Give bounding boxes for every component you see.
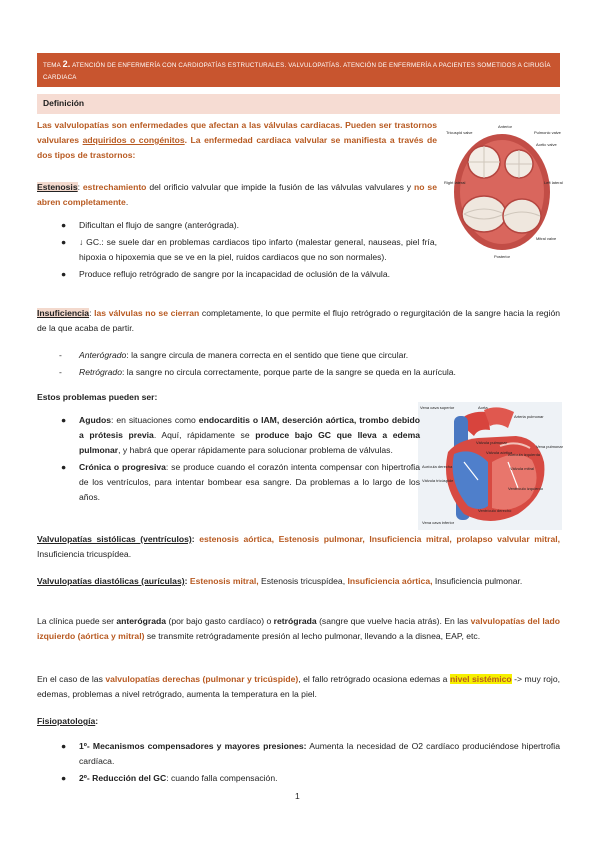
text: Insuficiencia pulmonar. (432, 576, 523, 586)
flow-definitions-list (37, 348, 560, 380)
insuficiencia-paragraph (37, 306, 560, 336)
list-item: ● ↓ GC.: se suele dar en problemas cardiacos tipo infarto (malestar general, nauseas, piel fría, hipoxia o hipoxemia que se ve en la piel, ruidos cardiacos que no son normales). (61, 237, 437, 262)
clinica-keyword: retrógrada (273, 616, 317, 626)
text: del orificio valvular que impide la fusión de las válvulas valvulares y (146, 182, 415, 192)
fig1-label: Posterior (494, 254, 511, 259)
fig2-label: Ventrículo derecho (478, 508, 512, 513)
diastolicas-paragraph (37, 574, 560, 589)
list-item: - Anterógrado: la sangre circula de manera correcta en el sentido que tiene que circular. (59, 350, 409, 360)
list-item: ● Dificultan el flujo de sangre (anterógrada). (61, 220, 240, 230)
text: , el fallo retrógrado ocasiona edemas a (298, 674, 450, 684)
list-item-text: Aumenta la necesidad de O2 cardíaco produciéndose hipertrofia cardíaca. (79, 741, 560, 766)
topic-header (37, 53, 560, 87)
list-item: ● 2º- Reducción del GC: cuando falla compensación. (61, 773, 278, 783)
derechas-highlight: nivel sistémico (449, 674, 512, 684)
fig2-label: Arteria pulmonar (514, 414, 544, 419)
intro-text: Las valvulopatías son enfermedades que afectan a las válvulas cardiacas. Pueden ser trastornos valvulares (37, 120, 437, 145)
page-number: 1 (295, 791, 300, 801)
clinica-paragraph (37, 614, 560, 644)
sistolicas-label: Valvulopatías sistólicas (ventrículos) (37, 534, 192, 544)
insuficiencia-term: Insuficiencia (37, 308, 90, 318)
text: , y habrá que operar rápidamente para solucionar problema de válvulas. (118, 445, 393, 455)
tema-number: 2. (62, 59, 71, 69)
text: En el caso de las (37, 674, 106, 684)
fig1-label: Mitral valve (536, 236, 557, 241)
definicion-label: Definición (43, 98, 85, 108)
section-heading-definicion (37, 94, 560, 114)
text: Estenosis tricuspídea, (258, 576, 348, 586)
diastolicas-label: Valvulopatías diastólicas (aurículas) (37, 576, 185, 586)
list-item: - Retrógrado: la sangre no circula correctamente, porque parte de la sangre se queda en la aurícula. (59, 367, 456, 377)
list-item: ● Agudos: en situaciones como endocarditis o IAM, deserción aórtica, trombo debido a prótesis previa. Aquí, rápidamente se produce bajo GC que lleva a edema pulmonar, y habrá que operar rápidamente para solucionar problema de válvulas. (61, 415, 420, 455)
sistolicas-paragraph (37, 532, 560, 562)
text: : en situaciones como (110, 415, 199, 425)
text: La clínica puede ser (37, 616, 117, 626)
fig1-label: Pulmonic valve (534, 130, 561, 135)
fisio-list (37, 739, 560, 786)
text: completamente, lo que permite el flujo retrógrado o regurgitación de la sangre hacia la región de la que acaba de partir. (37, 308, 560, 333)
fig1-label: Aortic valve (536, 142, 557, 147)
tema-prefix: TEMA (43, 62, 61, 69)
intro-paragraph (37, 118, 437, 163)
agudos-keyword: endocarditis o IAM, deserción aórtica, trombo debido a prótesis previa (79, 415, 420, 440)
fig2-label: Válvula aórtica (486, 450, 513, 455)
list-item-text: ↓ GC.: se suele dar en problemas cardiacos tipo infarto (malestar general, nauseas, piel fría, hipoxia o hipoxemia que se ve en la piel, ruidos cardiacos que no son normales). (79, 237, 437, 262)
fig1-label: Tricuspid valve (446, 130, 473, 135)
text: : (191, 534, 200, 544)
agudos-keyword: produce bajo GC que lleva a edema pulmonar (79, 430, 420, 455)
agudos-term: Agudos (79, 415, 111, 425)
heart-valves-diagram (444, 122, 563, 262)
estenosis-keyword: no se abren completamente (37, 182, 437, 207)
text: : (184, 576, 190, 586)
fig2-label: Vena cava inferior (422, 520, 455, 525)
intro-keyword: adquiridos o congénitos (82, 135, 185, 145)
text: : (77, 182, 83, 192)
estenosis-paragraph (37, 180, 437, 210)
fig2-label: Aorta (478, 405, 488, 410)
clinica-keyword: valvulopatías del lado izquierdo (aórtica y mitral) (37, 616, 560, 641)
heart-anatomy-diagram (418, 402, 562, 530)
fisiopatologia-heading (37, 714, 98, 729)
diastolicas-item: Estenosis mitral, (189, 576, 259, 586)
estenosis-list (37, 218, 437, 282)
list-item-text: Produce reflujo retrógrado de sangre por la incapacidad de oclusión de la válvula. (79, 269, 391, 279)
list-item: ● Crónica o progresiva: se produce cuando el corazón intenta compensar con hipertrofia de los ventrículos, para intentar bombear esa sangre. Da problemas a lo largo de los años. (61, 462, 420, 502)
derechas-keyword: valvulopatías derechas (pulmonar y tricúspide) (105, 674, 299, 684)
text: -> muy rojo, edemas, problemas a nivel retrógrado, aumenta la temperatura en la piel. (37, 674, 560, 699)
list-item-text: Dificultan el flujo de sangre (anterógrada). (79, 220, 240, 230)
derechas-paragraph (37, 672, 560, 702)
text: . (125, 197, 129, 207)
fig2-label: Aurícula izquierda (508, 452, 541, 457)
list-item-text: : la sangre circula de manera correcta en el sentido que tiene que circular. (126, 350, 409, 360)
text: : se produce cuando el corazón intenta compensar con hipertrofia de los ventrículos, para intentar bombear esa sangre. Da problemas a lo largo de los años. (79, 462, 420, 502)
list-item-text: : la sangre no circula correctamente, porque parte de la sangre se queda en la aurícula. (122, 367, 456, 377)
fisio-term: 1º- Mecanismos compensadores y mayores presiones: (79, 741, 307, 751)
fig1-label: Right lateral (444, 180, 466, 185)
fig2-label: Válvula pulmonar (476, 440, 507, 445)
fisio-heading-text: Fisiopatología (37, 716, 96, 726)
fig2-label: Válvula tricúspide (422, 478, 454, 483)
sistolicas-list: estenosis aórtica, Estenosis pulmonar, Insuficiencia mitral, prolapso valvular mitral, (199, 534, 561, 544)
text: Insuficiencia tricuspídea. (37, 549, 132, 559)
list-item: ● Produce reflujo retrógrado de sangre por la incapacidad de oclusión de la válvula. (61, 269, 391, 279)
insuficiencia-keyword: las válvulas no se cierran (94, 308, 200, 318)
clinica-keyword: anterógrada (116, 616, 167, 626)
fig2-label: Vena pulmonar (536, 444, 563, 449)
fig2-label: Vena cava superior (420, 405, 455, 410)
cronica-term: Crónica o progresiva (79, 462, 166, 472)
text: : (95, 716, 99, 726)
text: (por bajo gasto cardíaco) o (166, 616, 274, 626)
intro-text: . La enfermedad cardiaca valvular se manifiesta a través de dos tipos de trastornos: (37, 135, 438, 160)
fig2-label: Ventrículo izquierdo (508, 486, 544, 491)
topic-title (43, 58, 554, 84)
fig2-label: Aurícula derecha (422, 464, 453, 469)
list-item-text: : cuando falla compensación. (166, 773, 278, 783)
list-item: ● 1º- Mecanismos compensadores y mayores presiones: Aumenta la necesidad de O2 cardíaco produciéndose hipertrofia cardíaca. (61, 741, 560, 766)
text: se transmite retrógradamente presión al lecho pulmonar, llevando a la disnea, EAP, etc. (144, 631, 481, 641)
fig1-label: Anterior (498, 124, 513, 129)
problemas-list (37, 413, 420, 505)
estenosis-term: Estenosis (37, 182, 78, 192)
estenosis-keyword: estrechamiento (82, 182, 147, 192)
diastolicas-item: Insuficiencia aórtica, (347, 576, 433, 586)
fig1-label: Left lateral (544, 180, 563, 185)
fig2-label: Válvula mitral (510, 466, 535, 471)
problemas-heading: Estos problemas pueden ser: (37, 392, 158, 402)
text: : (89, 308, 95, 318)
text: . Aquí, rápidamente se (153, 430, 256, 440)
anterogrado-term: Anterógrado (79, 350, 127, 360)
fisio-term: 2º- Reducción del GC (79, 773, 167, 783)
text: (sangre que vuelve hacia atrás). En las (316, 616, 471, 626)
tema-title: ATENCIÓN DE ENFERMERÍA CON CARDIOPATÍAS ESTRUCTURALES. VALVULOPATÍAS. ATENCIÓN DE ENFERMERÍA A PACIENTES SOMETIDOS A CIRUGÍA CARDIACA (43, 62, 551, 81)
retrogrado-term: Retrógrado (79, 367, 122, 377)
